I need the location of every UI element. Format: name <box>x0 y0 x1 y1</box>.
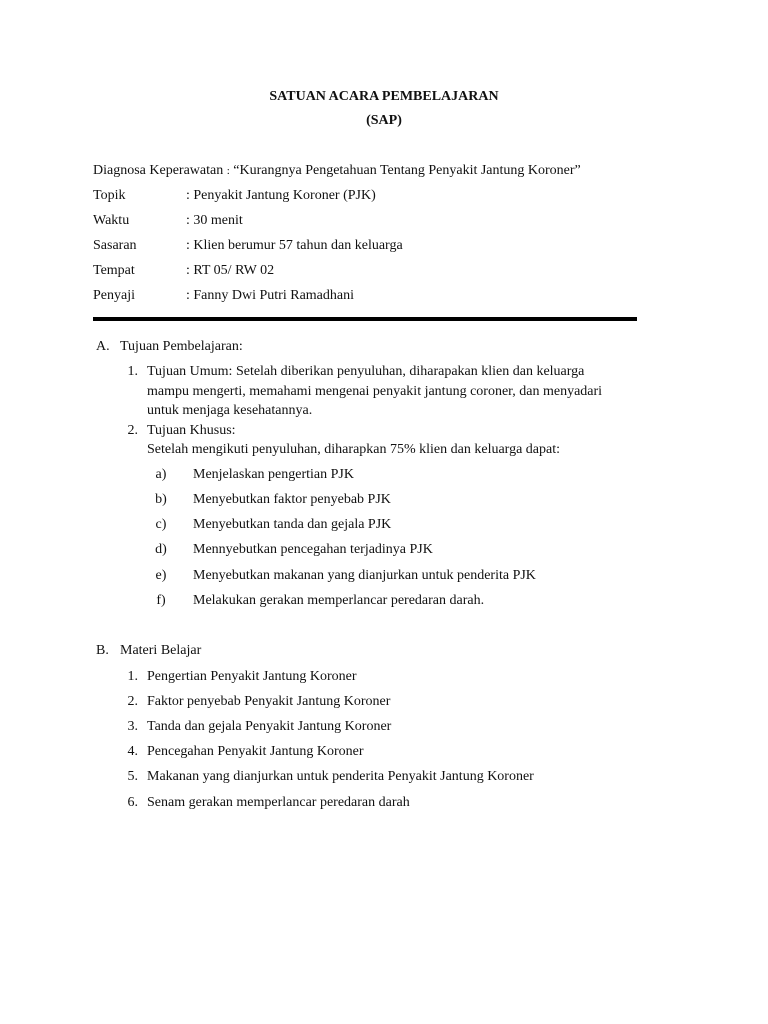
header-divider <box>93 317 637 321</box>
section-a-item-1-line-1: Tujuan Umum: Setelah diberikan penyuluhan, diharapakan klien dan keluarga <box>147 364 585 379</box>
subitem-f-text: Melakukan gerakan memperlancar peredaran darah. <box>193 593 485 608</box>
section-b-item-1-number: 1. <box>127 669 138 684</box>
subitem-a-letter: a) <box>155 467 167 482</box>
section-a-item-2-number: 2. <box>127 423 138 438</box>
section-b-item-6-text: Senam gerakan memperlancar peredaran darah <box>147 795 410 810</box>
section-a-title: Tujuan Pembelajaran: <box>120 339 243 354</box>
document-title: SATUAN ACARA PEMBELAJARAN <box>269 89 499 104</box>
info-value-topik: : Penyakit Jantung Koroner (PJK) <box>186 188 376 203</box>
section-a-item-2-line-1: Tujuan Khusus: <box>147 423 236 438</box>
subitem-d-letter: d) <box>155 542 167 557</box>
subitem-b-letter: b) <box>155 492 167 507</box>
info-value-waktu: : 30 menit <box>186 213 243 228</box>
info-label-penyaji: Penyaji <box>93 288 135 303</box>
info-value-tempat: : RT 05/ RW 02 <box>186 263 275 278</box>
section-b-title: Materi Belajar <box>120 643 202 658</box>
subitem-d-text: Mennyebutkan pencegahan terjadinya PJK <box>193 542 433 557</box>
subitem-b-text: Menyebutkan faktor penyebab PJK <box>193 492 391 507</box>
subitem-a-text: Menjelaskan pengertian PJK <box>193 467 354 482</box>
section-b-letter: B. <box>96 643 109 658</box>
subitem-e-letter: e) <box>155 568 167 583</box>
section-a-item-1-line-3: untuk menjaga kesehatannya. <box>147 403 313 418</box>
diagnosa-value: “Kurangnya Pengetahuan Tentang Penyakit Jantung Koroner” <box>233 163 581 178</box>
diagnosa-separator: : <box>226 165 230 177</box>
section-b-item-3-number: 3. <box>127 719 138 734</box>
subitem-c-letter: c) <box>155 517 167 532</box>
section-a-item-1-number: 1. <box>127 364 138 379</box>
section-a-item-1-line-2: mampu mengerti, memahami mengenai penyakit jantung coroner, dan menyadari <box>147 384 603 399</box>
section-b-item-6-number: 6. <box>127 795 138 810</box>
info-value-sasaran: : Klien berumur 57 tahun dan keluarga <box>186 238 403 253</box>
info-label-tempat: Tempat <box>93 263 135 278</box>
section-b-item-1-text: Pengertian Penyakit Jantung Koroner <box>147 669 357 684</box>
section-b-item-4-text: Pencegahan Penyakit Jantung Koroner <box>147 744 364 759</box>
section-b-item-5-number: 5. <box>127 769 138 784</box>
section-b-item-2-number: 2. <box>127 694 138 709</box>
info-label-sasaran: Sasaran <box>93 238 137 253</box>
diagnosa-label: Diagnosa Keperawatan <box>93 163 224 178</box>
section-a-item-2-line-2: Setelah mengikuti penyuluhan, diharapkan 75% klien dan keluarga dapat: <box>147 442 561 457</box>
subitem-e-text: Menyebutkan makanan yang dianjurkan untuk penderita PJK <box>193 568 536 583</box>
info-label-waktu: Waktu <box>93 213 130 228</box>
section-b-item-4-number: 4. <box>127 744 138 759</box>
section-b-item-2-text: Faktor penyebab Penyakit Jantung Koroner <box>147 694 391 709</box>
section-a-letter: A. <box>96 339 110 354</box>
document-subtitle: (SAP) <box>366 113 402 128</box>
subitem-f-letter: f) <box>156 593 166 608</box>
info-value-penyaji: : Fanny Dwi Putri Ramadhani <box>186 288 354 303</box>
subitem-c-text: Menyebutkan tanda dan gejala PJK <box>193 517 392 532</box>
section-b-item-3-text: Tanda dan gejala Penyakit Jantung Koroner <box>147 719 392 734</box>
section-b-item-5-text: Makanan yang dianjurkan untuk penderita Penyakit Jantung Koroner <box>147 769 534 784</box>
info-label-topik: Topik <box>93 188 126 203</box>
diagnosa-row <box>93 164 581 178</box>
